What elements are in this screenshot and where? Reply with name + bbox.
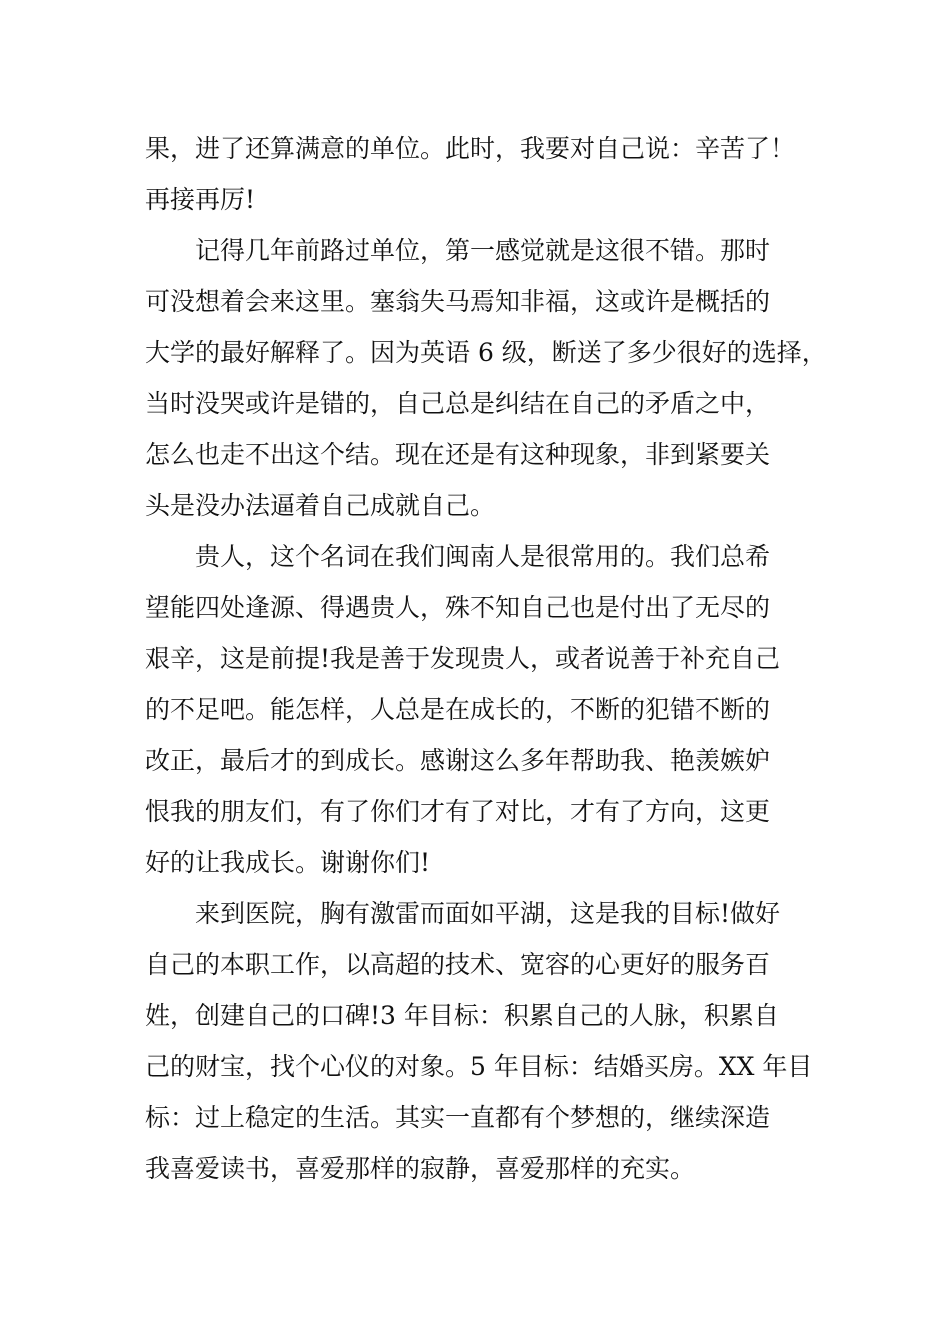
text-line: 好的让我成长。谢谢你们! <box>145 848 431 877</box>
text-line: 改正，最后才的到成长。感谢这么多年帮助我、艳羡嫉妒 <box>145 746 771 775</box>
text-line: 姓，创建自己的口碑!3 年目标：积累自己的人脉，积累自 <box>145 1001 779 1030</box>
paragraph-start-line: 来到医院，胸有激雷而面如平湖，这是我的目标!做好 <box>195 899 781 928</box>
paragraph-start-line: 贵人，这个名词在我们闽南人是很常用的。我们总希 <box>195 542 771 571</box>
text-line: 己的财宝，找个心仪的对象。5 年目标：结婚买房。XX 年目 <box>145 1052 813 1081</box>
text-line: 标：过上稳定的生活。其实一直都有个梦想的，继续深造 <box>145 1103 771 1132</box>
document-body <box>145 123 827 1194</box>
text-line: 望能四处逢源、得遇贵人，殊不知自己也是付出了无尽的 <box>145 593 771 622</box>
text-line: 我喜爱读书，喜爱那样的寂静，喜爱那样的充实。 <box>145 1154 696 1183</box>
text-line: 恨我的朋友们，有了你们才有了对比，才有了方向，这更 <box>145 797 771 826</box>
paragraph-start-line: 记得几年前路过单位，第一感觉就是这很不错。那时 <box>195 236 771 265</box>
text-line: 大学的最好解释了。因为英语 6 级，断送了多少很好的选择， <box>145 338 827 367</box>
text-line: 自己的本职工作，以高超的技术、宽容的心更好的服务百 <box>145 950 771 979</box>
text-line: 艰辛，这是前提!我是善于发现贵人，或者说善于补充自己 <box>145 644 781 673</box>
text-line: 再接再厉! <box>145 185 256 214</box>
text-line: 的不足吧。能怎样，人总是在成长的，不断的犯错不断的 <box>145 695 771 724</box>
text-line: 可没想着会来这里。塞翁失马焉知非福，这或许是概括的 <box>145 287 771 316</box>
text-line: 头是没办法逼着自己成就自己。 <box>145 491 496 520</box>
text-line: 果，进了还算满意的单位。此时，我要对自己说：辛苦了！ <box>145 134 796 163</box>
text-line: 怎么也走不出这个结。现在还是有这种现象，非到紧要关 <box>145 440 771 469</box>
text-line: 当时没哭或许是错的，自己总是纠结在自己的矛盾之中， <box>145 389 771 418</box>
